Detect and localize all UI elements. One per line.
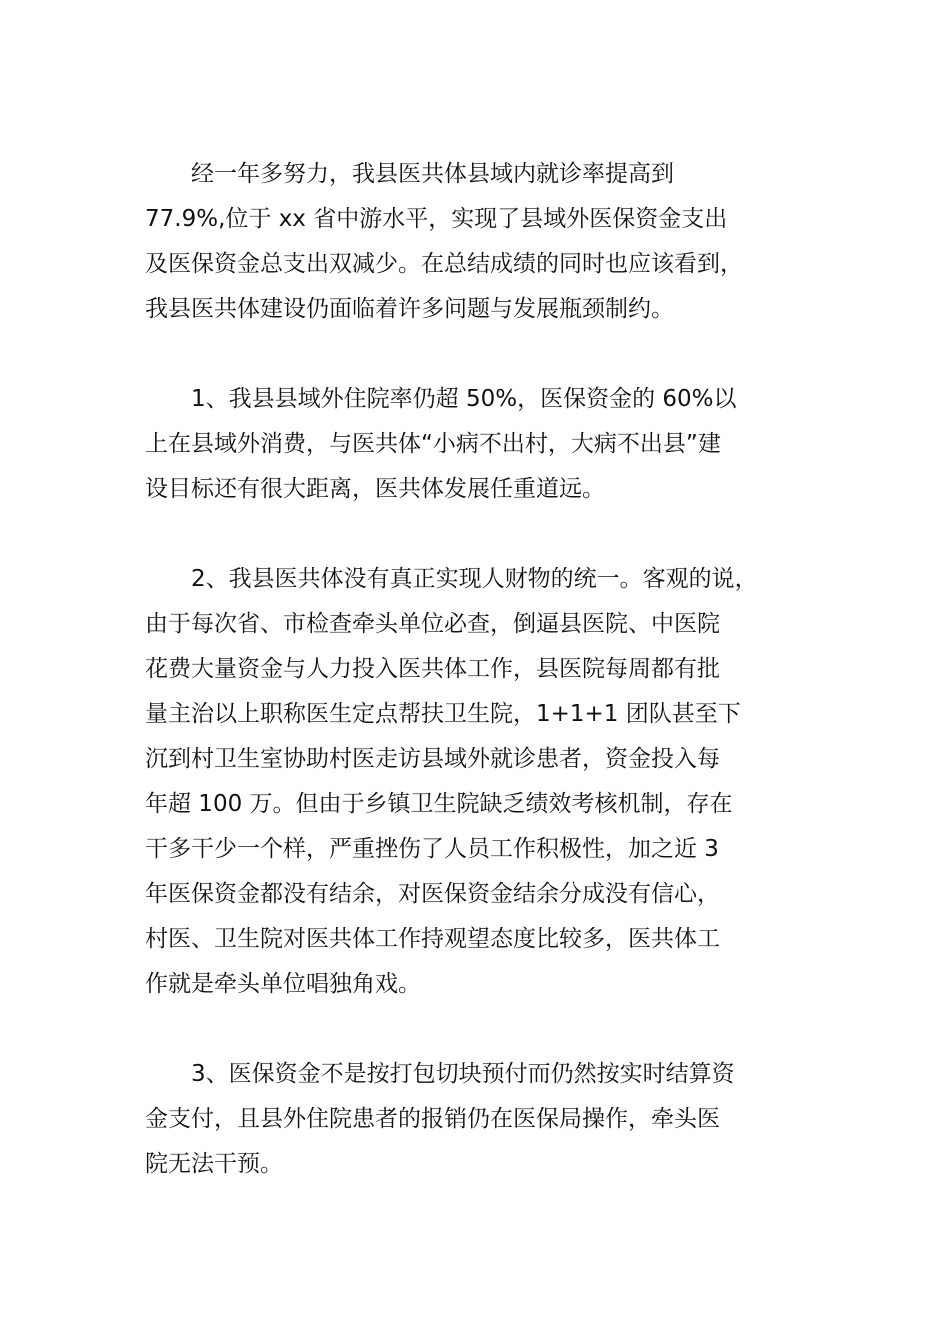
text-line: 及医保资金总支出双减少。在总结成绩的同时也应该看到， [145,251,743,277]
paragraph-item-2 [145,557,825,1007]
text-line: 花费大量资金与人力投入医共体工作，县医院每周都有批 [145,656,720,682]
paragraph-summary [145,152,825,332]
paragraph-gap [145,332,825,377]
text-line: 作就是牵头单位唱独角戏。 [145,971,421,997]
text-line: 年超 100 万。但由于乡镇卫生院缺乏绩效考核机制，存在 [145,791,733,817]
text-line: 2、我县医共体没有真正实现人财物的统一。客观的说， [191,566,758,592]
document-page [145,152,825,1187]
text-line: 77.9%,位于 xx 省中游水平，实现了县域外医保资金支出 [145,206,728,232]
text-line: 由于每次省、市检查牵头单位必查，倒逼县医院、中医院 [145,611,720,637]
paragraph-item-3 [145,1052,825,1187]
text-line: 量主治以上职称医生定点帮扶卫生院，1+1+1 团队甚至下 [145,701,741,727]
text-line: 村医、卫生院对医共体工作持观望态度比较多，医共体工 [145,926,720,952]
text-line: 1、我县县域外住院率仍超 50%，医保资金的 60%以 [191,386,737,412]
paragraph-gap [145,1007,825,1052]
paragraph-item-1 [145,377,825,512]
text-line: 沉到村卫生室协助村医走访县域外就诊患者，资金投入每 [145,746,720,772]
paragraph-gap [145,512,825,557]
text-line: 年医保资金都没有结余，对医保资金结余分成没有信心， [145,881,720,907]
text-line: 院无法干预。 [145,1151,283,1177]
text-line: 设目标还有很大距离，医共体发展任重道远。 [145,476,605,502]
text-line: 3、医保资金不是按打包切块预付而仍然按实时结算资 [191,1061,735,1087]
text-line: 我县医共体建设仍面临着许多问题与发展瓶颈制约。 [145,296,674,322]
text-line: 金支付，且县外住院患者的报销仍在医保局操作，牵头医 [145,1106,720,1132]
text-line: 干多干少一个样，严重挫伤了人员工作积极性，加之近 3 [145,836,719,862]
text-line: 上在县域外消费，与医共体“小病不出村，大病不出县”建 [145,431,721,457]
text-line: 经一年多努力，我县医共体县域内就诊率提高到 [191,161,674,187]
